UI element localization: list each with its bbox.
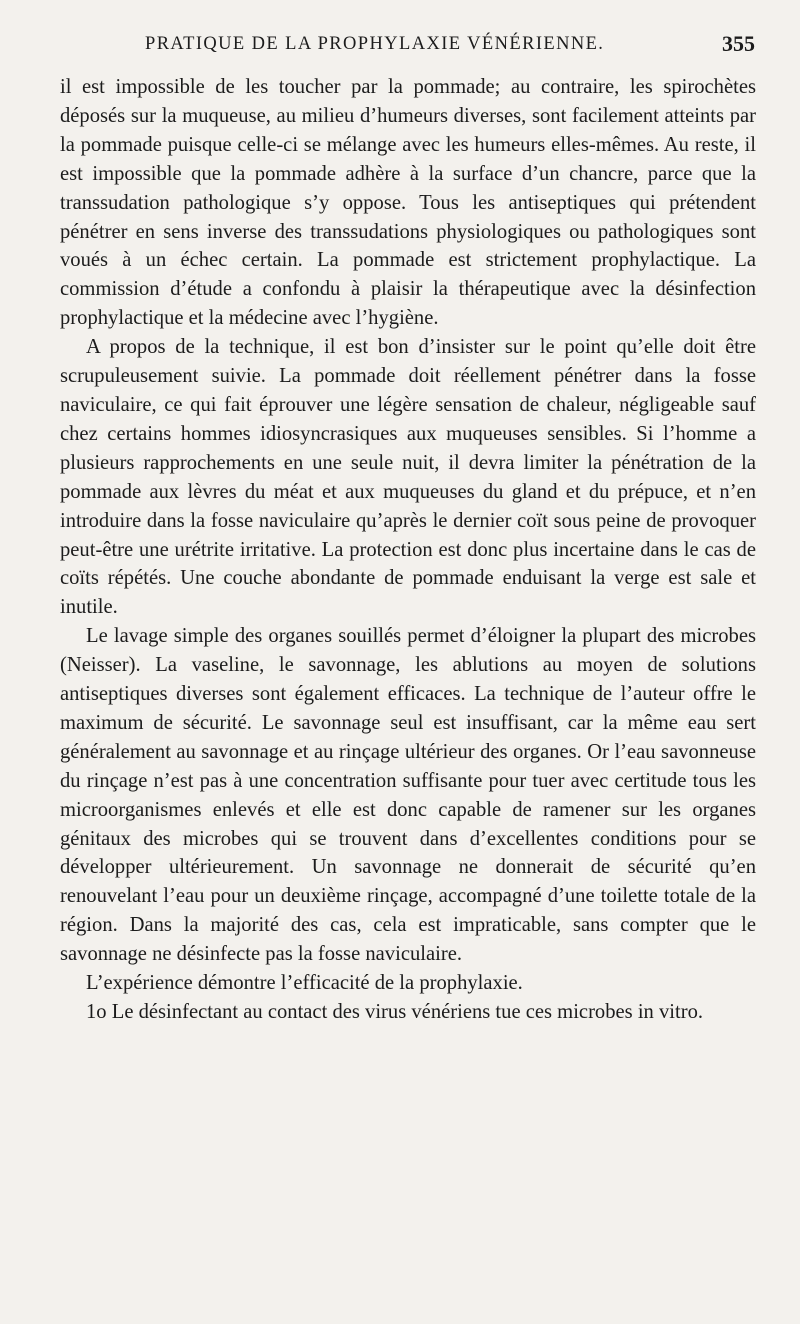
paragraph-technique: A propos de la technique, il est bon d’insister sur le point qu’elle doit être scrupuleusement suivie. La pommade doit réellement pénétrer dans la fosse naviculaire, ce qui fait éprouver une légère sensation de chaleur, négligeable sauf chez certains hommes idiosyncrasiques aux muqueuses sensibles. Si l’homme a plusieurs rapprochements en une seule nuit, il devra limiter la pénétration de la pommade aux lèvres du méat et aux muqueuses du gland et du prépuce, et n’en introduire dans la fosse naviculaire qu’après le dernier coït sous peine de provoquer peut-être une urétrite irritative. La protection est donc plus incertaine dans le cas de coïts répétés. Une couche abondante de pommade enduisant la verge est sale et inutile. (60, 336, 756, 619)
running-title: PRATIQUE DE LA PROPHYLAXIE VÉNÉRIENNE. (145, 34, 605, 54)
body-text (60, 73, 756, 1027)
paragraph-continued: il est impossible de les toucher par la pommade; au contraire, les spirochètes déposés sur la muqueuse, au milieu d’humeurs diverses, sont facilement atteints par la pommade puisque celle-ci se mélange avec les humeurs elles-mêmes. Au reste, il est impossible que la pommade adhère à la surface d’un chancre, parce que la transsudation pathologique s’y oppose. Tous les antiseptiques qui prétendent pénétrer en sens inverse des transsudations physiologiques ou pathologiques sont voués à un échec certain. La pommade est strictement prophylactique. La commission d’étude a confondu à plaisir la thérapeutique avec la désinfection prophylactique et la médecine avec l’hygiène. (60, 76, 756, 330)
running-head (60, 31, 755, 64)
paragraph-point-1: 1o Le désinfectant au contact des virus vénériens tue ces microbes in vitro. (86, 1001, 704, 1023)
paragraph-experience: L’expérience démontre l’efficacité de la prophylaxie. (86, 972, 523, 995)
paragraph-lavage: Le lavage simple des organes souillés permet d’éloigner la plupart des microbes (Neisser). La vaseline, le savonnage, les ablutions au moyen de solutions antiseptiques diverses sont également efficaces. La technique de l’auteur offre le maximum de sécurité. Le savonnage seul est insuffisant, car la même eau sert généralement au savonnage et au rinçage ultérieur des organes. Or l’eau savonneuse du rinçage n’est pas à une concentration suffisante pour tuer avec certitude tous les microorganismes enlevés et elle est donc capable de ramener sur les organes génitaux des microbes qui se trouvent dans d’excellentes conditions pour se développer ultérieurement. Un savonnage ne donnerait de sécurité qu’en renouvelant l’eau pour un deuxième rinçage, accompagné d’une toilette totale de la région. Dans la majorité des cas, cela est impraticable, sans compter que le savonnage ne désinfecte pas la fosse naviculaire. (60, 625, 756, 966)
page-number: 355 (722, 31, 755, 56)
